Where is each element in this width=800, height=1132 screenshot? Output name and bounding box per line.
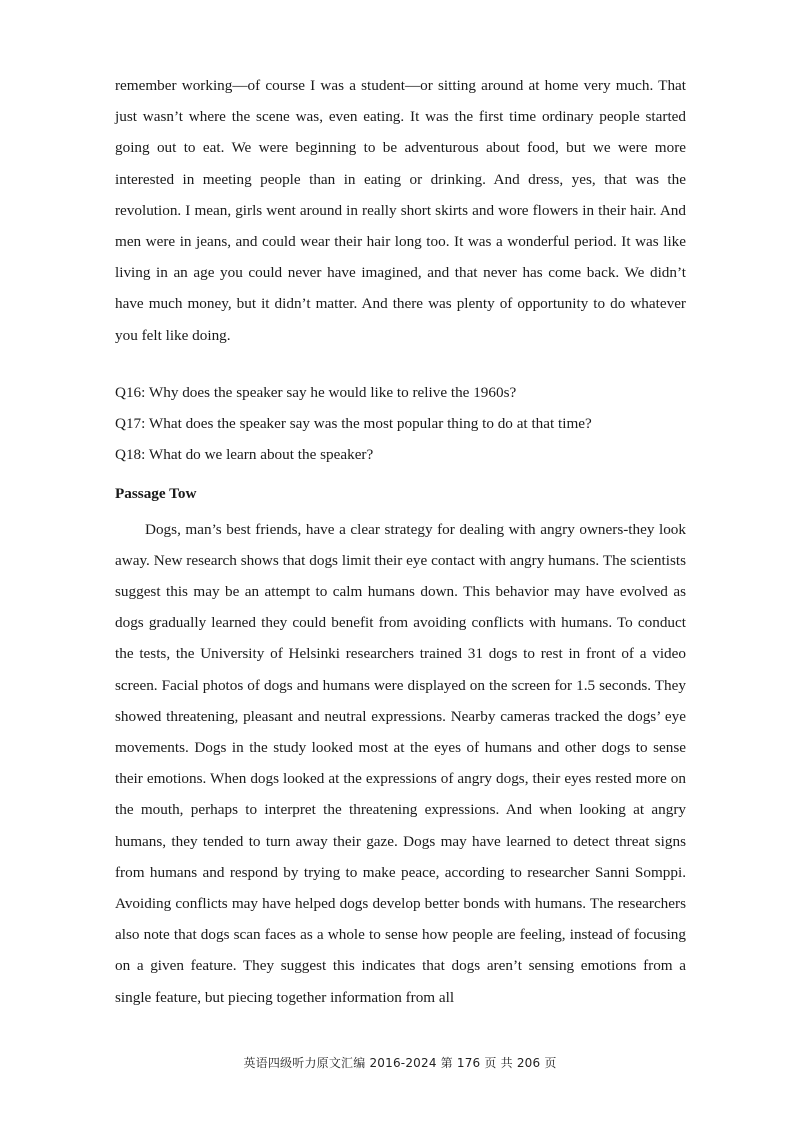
passage-two-body: Dogs, man’s best friends, have a clear strategy for dealing with angry owners-they look away. New research shows that dogs limit their eye contact with angry humans. The scientists suggest this may be an attempt to calm humans down. This behavior may have evolved as dogs gradually learned they could benefit from avoiding conflicts with humans. To conduct the tests, the University of Helsinki researchers trained 31 dogs to rest in front of a video screen. Facial photos of dogs and humans were displayed on the screen for 1.5 seconds. They showed threatening, pleasant and neutral expressions. Nearby cameras tracked the dogs’ eye movements. Dogs in the study looked most at the eyes of humans and other dogs to sense their emotions. When dogs looked at the expressions of angry dogs, their eyes rested more on the mouth, perhaps to interpret the threatening expressions. And when looking at angry humans, they tended to turn away their gaze. Dogs may have learned to detect threat signs from humans and respond by trying to make peace, according to researcher Sanni Somppi. Avoiding conflicts may have helped dogs develop better bonds with humans. The researchers also note that dogs scan faces as a whole to sense how people are feeling, instead of focusing on a given feature. They suggest this indicates that dogs aren’t sensing emotions from a single feature, but piecing together information from all <box>115 520 686 1006</box>
question-q17: Q17: What does the speaker say was the most popular thing to do at that time? <box>115 415 592 433</box>
passage-two-heading: Passage Tow <box>115 485 197 503</box>
passage-one-continuation: remember working—of course I was a student—or sitting around at home very much. That just wasn’t where the scene was, even eating. It was the first time ordinary people started going out to eat. We were beginning to be adventurous about food, but we were more interested in meeting people than in eating or drinking. And dress, yes, that was the revolution. I mean, girls went around in really short skirts and wore flowers in their hair. And men were in jeans, and could wear their hair long too. It was a wonderful period. It was like living in an age you could never have imagined, and that never has come back. We didn’t have much money, but it didn’t matter. And there was plenty of opportunity to do whatever you felt like doing. <box>115 77 686 344</box>
paragraph-gap <box>115 351 686 377</box>
page-footer <box>0 1054 800 1071</box>
question-list <box>115 377 686 471</box>
footer-text: 英语四级听力原文汇编 2016-2024 第 176 页 共 206 页 <box>243 1056 557 1070</box>
document-page <box>115 70 686 1013</box>
question-q16: Q16: Why does the speaker say he would like to relive the 1960s? <box>115 383 517 401</box>
question-q18: Q18: What do we learn about the speaker? <box>115 446 374 464</box>
